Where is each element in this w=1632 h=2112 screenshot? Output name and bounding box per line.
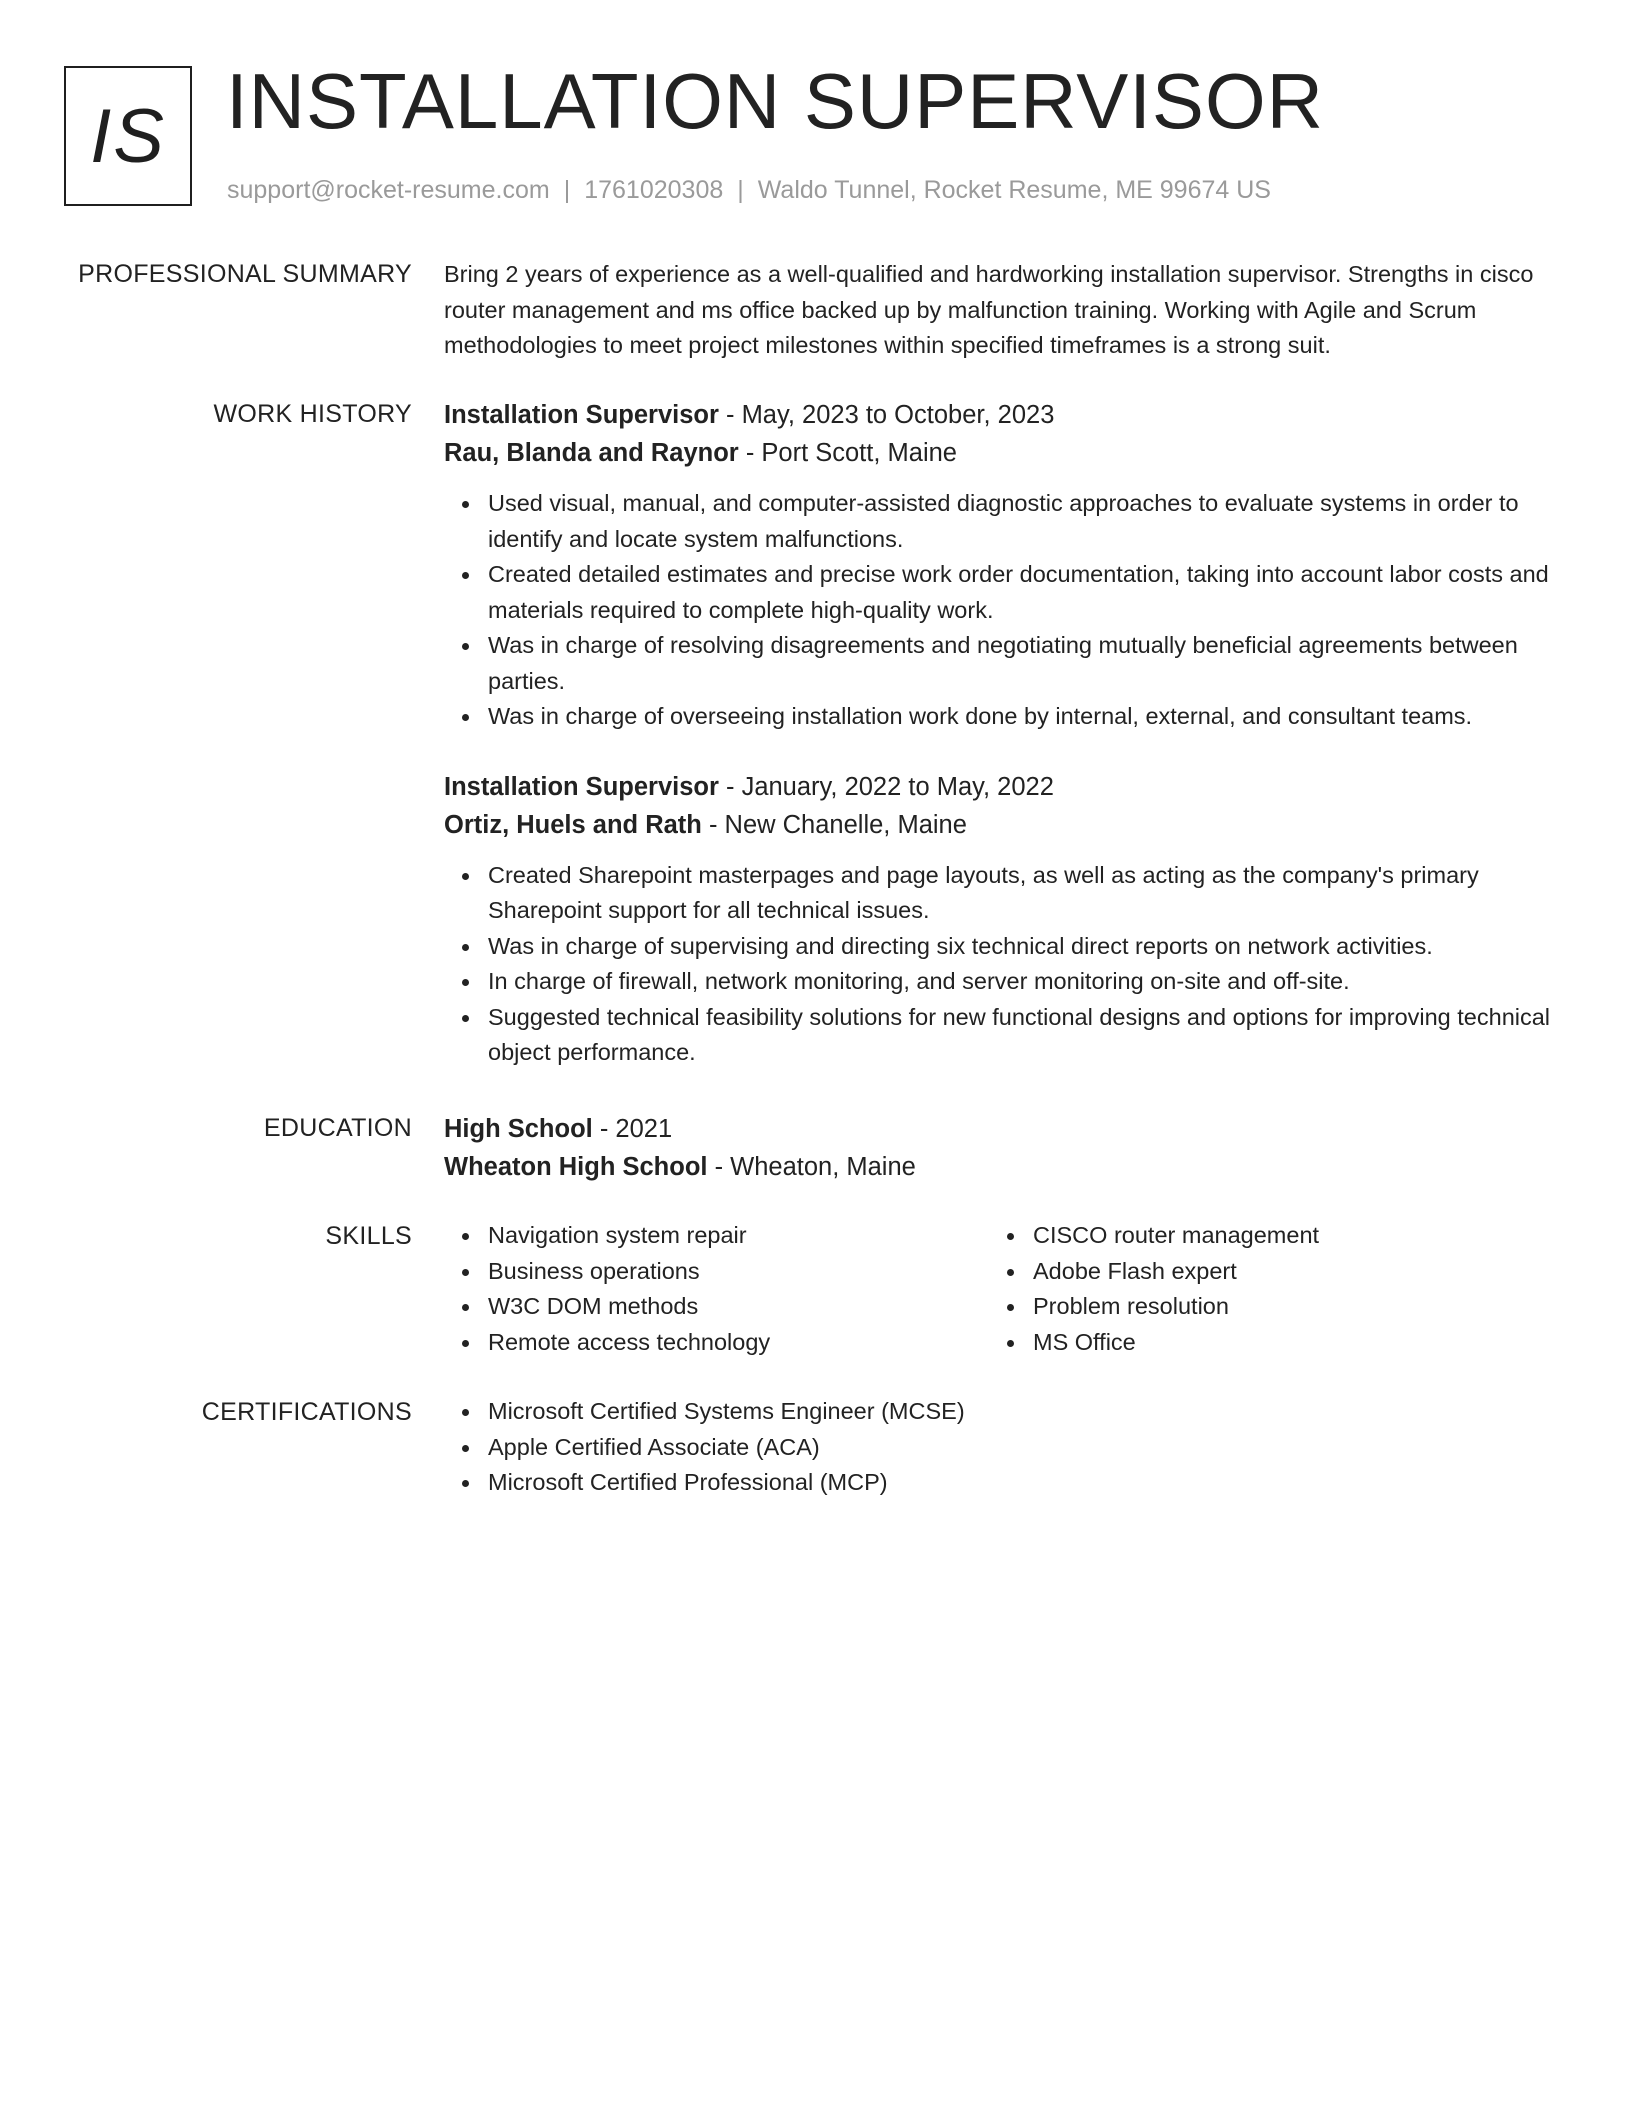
contact-address: Waldo Tunnel, Rocket Resume, ME 99674 US <box>757 176 1271 204</box>
section-label-work: WORK HISTORY <box>213 400 412 428</box>
certifications-list <box>444 1394 1564 1501</box>
job-bullet: Created detailed estimates and precise work order documentation, taking into account labor costs and materials required to complete high-quality work. <box>488 557 1564 628</box>
education-degree-line <box>444 1110 1564 1148</box>
contact-email: support@rocket-resume.com <box>227 176 550 204</box>
certification-item: Microsoft Certified Professional (MCP) <box>488 1465 1564 1501</box>
summary-text: Bring 2 years of experience as a well-qualified and hardworking installation supervisor. Strengths in cisco router management and ms office backed up by malfunction training. Working with Agile and Scrum methodologies to meet project milestones within specified timeframes is a strong suit. <box>444 261 1534 358</box>
skills-list-right <box>989 1218 1534 1360</box>
skill-item: W3C DOM methods <box>488 1289 989 1325</box>
certification-item: Microsoft Certified Systems Engineer (MCSE) <box>488 1394 1564 1430</box>
skill-item: Problem resolution <box>1033 1289 1534 1325</box>
job-bullet: Created Sharepoint masterpages and page layouts, as well as acting as the company's primary Sharepoint support for all technical issues. <box>488 858 1564 929</box>
job-bullet: In charge of firewall, network monitoring, and server monitoring on-site and off-site. <box>488 964 1564 1000</box>
job-bullets <box>444 486 1564 735</box>
job-dates: - May, 2023 to October, 2023 <box>718 401 1055 429</box>
job-entry <box>444 396 1564 735</box>
skill-item: Business operations <box>488 1254 989 1290</box>
contact-separator: | <box>563 176 571 204</box>
job-entry <box>444 768 1564 1071</box>
job-bullet: Was in charge of resolving disagreements and negotiating mutually beneficial agreements between parties. <box>488 628 1564 699</box>
job-company: Ortiz, Huels and Rath <box>444 810 702 839</box>
section-body-summary <box>444 257 1564 364</box>
section-label-education: EDUCATION <box>263 1114 412 1142</box>
resume-title: INSTALLATION SUPERVISOR <box>226 57 1324 145</box>
certification-item: Apple Certified Associate (ACA) <box>488 1430 1564 1466</box>
education-school-line <box>444 1148 1564 1186</box>
monogram-text: IS <box>90 93 166 179</box>
job-bullet: Was in charge of supervising and directing six technical direct reports on network activities. <box>488 929 1564 965</box>
job-title-line <box>444 768 1564 806</box>
job-dates: - January, 2022 to May, 2022 <box>718 772 1054 801</box>
section-body-certifications <box>444 1394 1564 1501</box>
education-location: - Wheaton, Maine <box>707 1153 916 1181</box>
job-title-line <box>444 396 1564 434</box>
skills-grid <box>444 1218 1564 1360</box>
education-school: Wheaton High School <box>444 1153 708 1181</box>
job-company: Rau, Blanda and Raynor <box>444 439 739 467</box>
job-bullet: Was in charge of overseeing installation work done by internal, external, and consultant teams. <box>488 699 1564 735</box>
section-label-certifications: CERTIFICATIONS <box>201 1398 412 1426</box>
contact-phone: 1761020308 <box>584 176 724 204</box>
section-body-skills <box>444 1218 1564 1360</box>
job-bullets <box>444 858 1564 1071</box>
job-title: Installation Supervisor <box>444 401 719 429</box>
education-degree: High School <box>444 1115 593 1143</box>
job-location: - Port Scott, Maine <box>738 439 957 467</box>
section-label-summary: PROFESSIONAL SUMMARY <box>78 260 412 288</box>
contact-line <box>227 172 1271 208</box>
job-bullet: Used visual, manual, and computer-assisted diagnostic approaches to evaluate systems in order to identify and locate system malfunctions. <box>488 486 1564 557</box>
job-company-line <box>444 434 1564 472</box>
job-company-line <box>444 806 1564 844</box>
section-body-work <box>444 396 1564 1071</box>
skills-list-left <box>444 1218 989 1360</box>
skill-item: Adobe Flash expert <box>1033 1254 1534 1290</box>
skill-item: MS Office <box>1033 1325 1534 1361</box>
section-label-skills: SKILLS <box>325 1222 412 1250</box>
education-year: - 2021 <box>592 1115 673 1143</box>
job-location: - New Chanelle, Maine <box>701 810 967 839</box>
monogram-badge <box>64 66 192 206</box>
section-body-education <box>444 1110 1564 1186</box>
contact-separator: | <box>737 176 744 204</box>
job-title: Installation Supervisor <box>444 772 719 801</box>
skill-item: Navigation system repair <box>488 1218 989 1254</box>
skill-item: CISCO router management <box>1033 1218 1534 1254</box>
skill-item: Remote access technology <box>488 1325 989 1361</box>
job-bullet: Suggested technical feasibility solutions for new functional designs and options for improving technical object performance. <box>488 1000 1564 1071</box>
